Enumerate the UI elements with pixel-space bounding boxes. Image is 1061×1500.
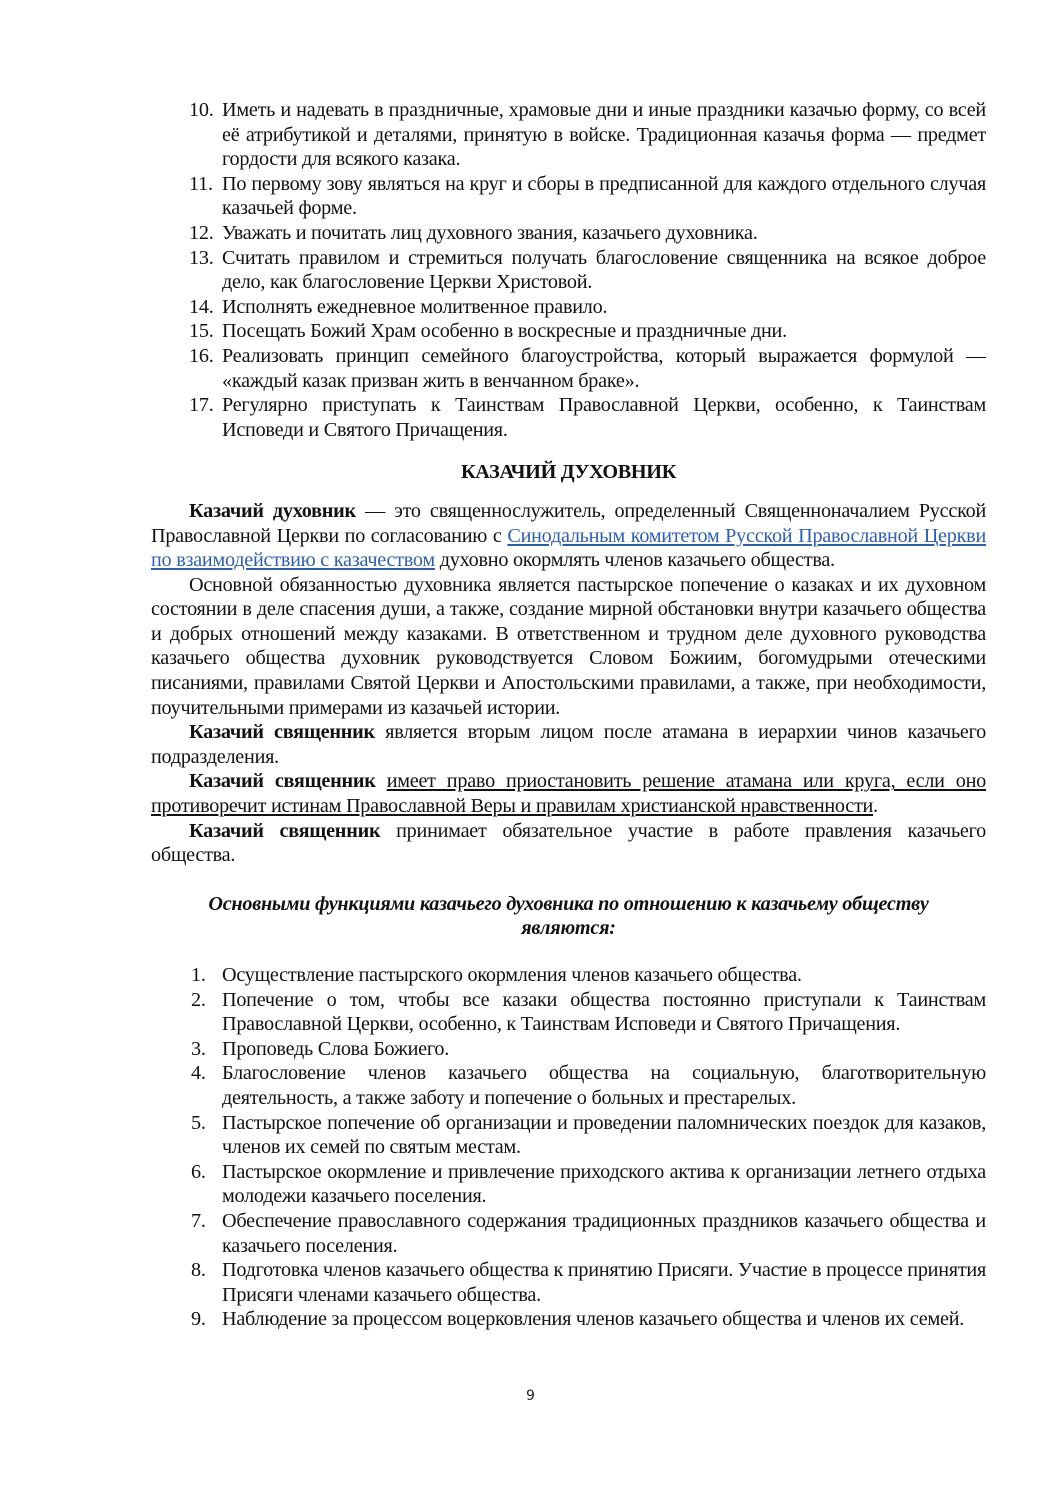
item-text: Исполнять ежедневное молитвенное правило. — [222, 295, 608, 318]
item-text: Попечение о том, чтобы все казаки общества постоянно приступали к Таинствам Православной Церкви, особенно, к Таинствам Исповеди и Святого Причащения. — [222, 988, 986, 1036]
item-text: Обеспечение православного содержания традиционных праздников казачьего общества и казачьего поселения. — [222, 1209, 986, 1257]
paragraph-duties: Основной обязанностью духовника является пастырское попечение о казаках и их духовном состоянии в деле спасения души, а также, создание мирной обстановки внутри казачьего общества и добрых отношений между казаками. В ответственном и трудном деле духовного руководства казачьего общества духовник руководствуется Словом Божиим, богомудрыми отеческими писаниями, правилами Святой Церкви и Апостольскими правилами, а также, при необходимости, поучительными примерами из казачьей истории. — [151, 573, 986, 719]
item-text: Подготовка членов казачьего общества к принятию Присяги. Участие в процессе принятия Присяги членами казачьего общества. — [222, 1259, 986, 1306]
item-text: Благословение членов казачьего общества на социальную, благотворительную деятельность, а также заботу и попечение о больных и престарелых. — [222, 1062, 986, 1109]
item-number: 9. — [191, 1308, 206, 1331]
list-item — [151, 1209, 986, 1258]
item-text: Осуществление пастырского окормления членов казачьего общества. — [222, 964, 802, 986]
paragraph-hierarchy — [151, 720, 986, 769]
item-text: Регулярно приступать к Таинствам Православной Церкви, особенно, к Таинствам Исповеди и Святого Причащения. — [222, 394, 986, 441]
paragraph-text: — это священнослужитель, определенный Священноначалием Русской Православной Церкви по согласованию с — [151, 499, 986, 547]
paragraph-rights — [151, 769, 986, 818]
list-item — [151, 1061, 986, 1110]
synodal-committee-link[interactable]: Синодальным комитетом Русской Православной Церкви по взаимодействию с казачеством — [151, 524, 987, 572]
functions-subheading: Основными функциями казачьего духовника по отношению к казачьему обществу являются: — [208, 892, 929, 940]
list-item — [151, 988, 986, 1037]
item-text: Пастырское попечение об организации и проведении паломнических поездок для казаков, членов их семей по святым местам. — [222, 1111, 986, 1159]
item-text: Реализовать принцип семейного благоустройства, который выражается формулой — «каждый казак призван жить в венчанном браке». — [222, 344, 986, 392]
item-number: 11. — [189, 172, 213, 195]
underlined-text: имеет право приостановить решение атамана или круга, если оно противоречит истинам Православной Веры и правилам христианской нравственности — [151, 770, 987, 818]
paragraph-text: духовно окормлять членов казачьего общества. — [434, 549, 835, 572]
document-page — [151, 98, 986, 1332]
item-number: 15. — [189, 320, 214, 343]
list-item — [151, 98, 986, 172]
item-number: 16. — [189, 344, 214, 367]
bold-term: Казачий духовник — [189, 499, 356, 522]
list-item — [151, 963, 986, 988]
item-number: 5. — [191, 1111, 206, 1134]
duties-list — [151, 98, 986, 442]
item-number: 13. — [189, 246, 214, 269]
bold-term: Казачий священник — [189, 721, 375, 744]
item-number: 1. — [191, 964, 206, 986]
list-item — [151, 393, 986, 442]
item-number: 12. — [189, 221, 214, 244]
item-text: Считать правилом и стремиться получать благословение священника на всякое доброе дело, как благословение Церкви Христовой. — [222, 246, 986, 294]
page-number: 9 — [526, 1388, 535, 1404]
item-text: Пастырское окормление и привлечение приходского актива к организации летнего отдыха молодежи казачьего поселения. — [222, 1160, 986, 1208]
paragraph-definition — [151, 499, 986, 573]
item-number: 7. — [191, 1209, 206, 1232]
item-number: 3. — [191, 1037, 206, 1060]
list-item — [151, 319, 986, 344]
item-number: 4. — [191, 1062, 206, 1085]
list-item — [151, 1111, 986, 1160]
bold-term: Казачий священник — [189, 819, 381, 842]
item-number: 6. — [191, 1160, 206, 1183]
item-text: По первому зову являться на круг и сборы в предписанной для каждого отдельного случая казачьей форме. — [222, 172, 986, 220]
list-item — [151, 1258, 986, 1307]
list-item — [151, 1307, 986, 1332]
functions-list — [151, 963, 986, 1332]
list-item — [151, 172, 986, 221]
paragraph-text: является вторым лицом после атамана в иерархии чинов казачьего подразделения. — [151, 721, 986, 768]
section-title: КАЗАЧИЙ ДУХОВНИК — [460, 461, 677, 484]
paragraph-participation — [151, 819, 986, 868]
list-item — [151, 1037, 986, 1062]
list-item — [151, 246, 986, 295]
item-number: 8. — [191, 1259, 206, 1282]
item-number: 17. — [189, 394, 214, 417]
item-text: Уважать и почитать лиц духовного звания, казачьего духовника. — [222, 221, 758, 244]
paragraph-text: принимает обязательное участие в работе правления казачьего общества. — [151, 819, 986, 867]
item-text: Посещать Божий Храм особенно в воскресные и праздничные дни. — [222, 320, 787, 343]
item-number: 14. — [189, 295, 214, 318]
item-text: Проповедь Слова Божиего. — [222, 1037, 450, 1060]
list-item — [151, 221, 986, 246]
item-text: Иметь и надевать в праздничные, храмовые дни и иные праздники казачью форму, со всей её атрибутикой и деталями, принятую в войске. Традиционная казачья форма — предмет гордости для всякого казака. — [222, 99, 986, 171]
list-item — [151, 295, 986, 320]
list-item — [151, 344, 986, 393]
item-number: 2. — [191, 988, 206, 1011]
item-number: 10. — [189, 99, 214, 121]
paragraph-text: . — [873, 795, 878, 818]
item-text: Наблюдение за процессом воцерковления членов казачьего общества и членов их семей. — [222, 1308, 965, 1331]
bold-term: Казачий священник — [189, 770, 376, 793]
list-item — [151, 1160, 986, 1209]
